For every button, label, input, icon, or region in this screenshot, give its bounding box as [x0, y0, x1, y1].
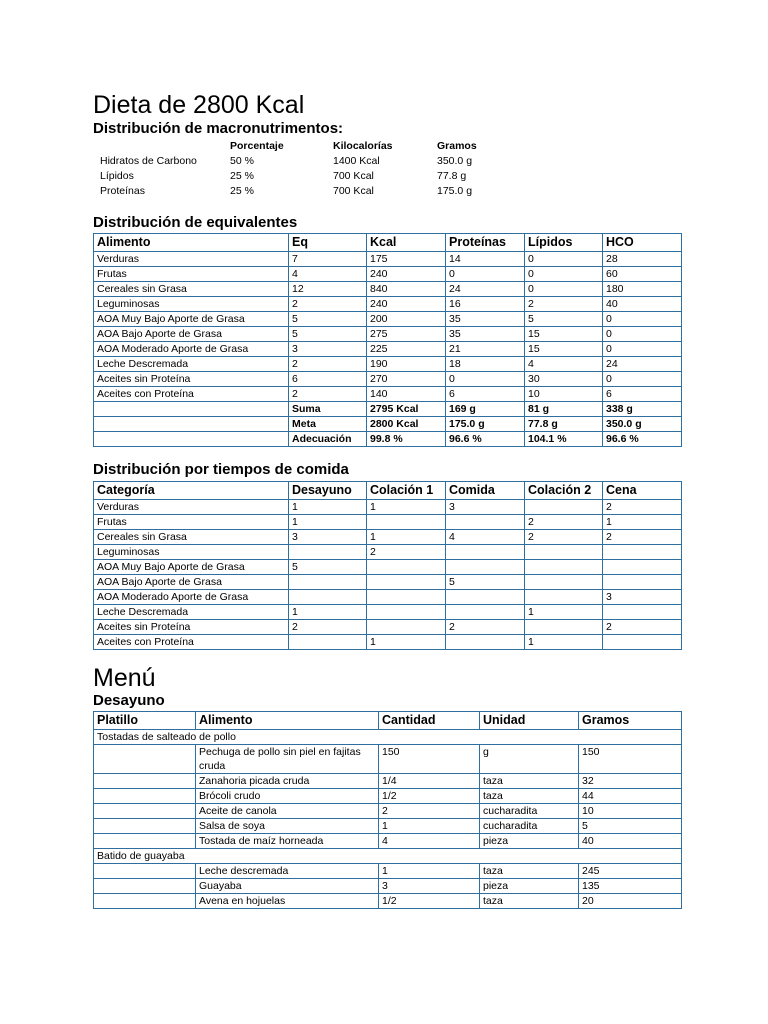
meals-heading: Distribución por tiempos de comida — [93, 461, 349, 478]
eq-cell-eq: 4 — [289, 267, 367, 282]
meal-category-cell: Aceites con Proteína — [94, 635, 289, 650]
quantity-cell: 1 — [379, 864, 480, 879]
eq-cell-hco: 0 — [603, 312, 682, 327]
eq-cell-kcal: 840 — [367, 282, 446, 297]
meal-count-cell: 4 — [446, 530, 525, 545]
meal-count-cell: 1 — [367, 500, 446, 515]
table-row — [94, 372, 682, 387]
summary-cell: 96.6 % — [446, 432, 525, 447]
grams-cell: 20 — [579, 894, 682, 909]
quantity-cell: 1/2 — [379, 894, 480, 909]
meal-count-cell — [603, 545, 682, 560]
summary-blank-cell — [94, 417, 289, 432]
meal-category-cell: Leche Descremada — [94, 605, 289, 620]
meal-count-cell — [603, 560, 682, 575]
table-row — [94, 515, 682, 530]
eq-cell-protein: 35 — [446, 327, 525, 342]
meal-category-cell: Cereales sin Grasa — [94, 530, 289, 545]
eq-cell-eq: 2 — [289, 357, 367, 372]
grams-cell: 32 — [579, 774, 682, 789]
eq-cell-lipids: 15 — [525, 327, 603, 342]
eq-cell-eq: 2 — [289, 387, 367, 402]
quantity-cell: 150 — [379, 745, 480, 774]
summary-cell: 104.1 % — [525, 432, 603, 447]
eq-cell-hco: 60 — [603, 267, 682, 282]
eq-cell-protein: 21 — [446, 342, 525, 357]
meal-count-cell: 2 — [603, 530, 682, 545]
menu-col-platillo: Platillo — [94, 712, 196, 730]
macros-col-pct: Porcentaje — [230, 140, 284, 152]
eq-cell-kcal: 175 — [367, 252, 446, 267]
meal-category-cell: Aceites sin Proteína — [94, 620, 289, 635]
meal-count-cell — [446, 560, 525, 575]
summary-row — [94, 432, 682, 447]
meal-count-cell: 2 — [367, 545, 446, 560]
macros-kcal: 700 Kcal — [333, 185, 374, 197]
unit-cell: g — [480, 745, 579, 774]
table-row — [94, 252, 682, 267]
equivalents-header-row — [94, 234, 682, 252]
eq-cell-kcal: 140 — [367, 387, 446, 402]
ingredient-row — [94, 774, 682, 789]
eq-col-alimento: Alimento — [94, 234, 289, 252]
unit-cell: cucharadita — [480, 819, 579, 834]
table-row — [94, 387, 682, 402]
eq-cell-food: Verduras — [94, 252, 289, 267]
summary-cell: Suma — [289, 402, 367, 417]
meal-count-cell: 1 — [525, 635, 603, 650]
eq-cell-kcal: 240 — [367, 267, 446, 282]
macros-name: Lípidos — [100, 170, 134, 182]
meal-count-cell: 2 — [603, 620, 682, 635]
meal-count-cell: 3 — [289, 530, 367, 545]
eq-cell-food: Frutas — [94, 267, 289, 282]
eq-cell-food: Aceites sin Proteína — [94, 372, 289, 387]
meal-count-cell: 1 — [525, 605, 603, 620]
meal-count-cell — [367, 575, 446, 590]
eq-cell-hco: 6 — [603, 387, 682, 402]
unit-cell: cucharadita — [480, 804, 579, 819]
meal-count-cell — [289, 575, 367, 590]
grams-cell: 44 — [579, 789, 682, 804]
meal-count-cell — [367, 590, 446, 605]
meal-count-cell — [603, 575, 682, 590]
eq-cell-kcal: 225 — [367, 342, 446, 357]
grams-cell: 10 — [579, 804, 682, 819]
eq-cell-food: Cereales sin Grasa — [94, 282, 289, 297]
table-row — [94, 560, 682, 575]
summary-cell: 99.8 % — [367, 432, 446, 447]
eq-cell-eq: 6 — [289, 372, 367, 387]
meal-count-cell: 5 — [289, 560, 367, 575]
macros-row — [93, 155, 533, 170]
eq-cell-protein: 0 — [446, 267, 525, 282]
macros-table — [93, 140, 533, 200]
eq-cell-hco: 24 — [603, 357, 682, 372]
summary-cell: 169 g — [446, 402, 525, 417]
meal-count-cell: 2 — [603, 500, 682, 515]
meal-count-cell — [525, 620, 603, 635]
meal-count-cell — [603, 635, 682, 650]
ingredient-cell: Leche descremada — [196, 864, 379, 879]
ingredient-blank-cell — [94, 774, 196, 789]
summary-cell: 96.6 % — [603, 432, 682, 447]
eq-cell-hco: 28 — [603, 252, 682, 267]
meal-count-cell: 3 — [446, 500, 525, 515]
eq-cell-hco: 0 — [603, 342, 682, 357]
unit-cell: taza — [480, 774, 579, 789]
summary-blank-cell — [94, 432, 289, 447]
eq-cell-hco: 180 — [603, 282, 682, 297]
table-row — [94, 575, 682, 590]
eq-cell-eq: 12 — [289, 282, 367, 297]
menu-col-unidad: Unidad — [480, 712, 579, 730]
eq-cell-kcal: 190 — [367, 357, 446, 372]
meal-count-cell: 1 — [289, 515, 367, 530]
meal-count-cell: 2 — [525, 515, 603, 530]
eq-cell-protein: 16 — [446, 297, 525, 312]
eq-cell-protein: 18 — [446, 357, 525, 372]
menu-col-gramos: Gramos — [579, 712, 682, 730]
summary-blank-cell — [94, 402, 289, 417]
macros-grams: 350.0 g — [437, 155, 473, 167]
meal-count-cell — [525, 545, 603, 560]
summary-cell: Meta — [289, 417, 367, 432]
meal-count-cell — [446, 635, 525, 650]
dish-name-cell: Batido de guayaba — [94, 849, 682, 864]
eq-cell-lipids: 15 — [525, 342, 603, 357]
meal-category-cell: Frutas — [94, 515, 289, 530]
eq-cell-hco: 40 — [603, 297, 682, 312]
table-row — [94, 267, 682, 282]
eq-cell-eq: 7 — [289, 252, 367, 267]
meal-count-cell: 1 — [289, 605, 367, 620]
eq-cell-lipids: 0 — [525, 282, 603, 297]
table-row — [94, 357, 682, 372]
ingredient-cell: Zanahoria picada cruda — [196, 774, 379, 789]
table-row — [94, 620, 682, 635]
ingredient-row — [94, 894, 682, 909]
eq-cell-eq: 3 — [289, 342, 367, 357]
meal-col-colacion1: Colación 1 — [367, 482, 446, 500]
menu-title: Menú — [93, 664, 156, 692]
summary-row — [94, 402, 682, 417]
meal-category-cell: AOA Bajo Aporte de Grasa — [94, 575, 289, 590]
meal-count-cell — [367, 560, 446, 575]
eq-cell-hco: 0 — [603, 327, 682, 342]
table-row — [94, 312, 682, 327]
summary-cell: 338 g — [603, 402, 682, 417]
macros-col-kcal: Kilocalorías — [333, 140, 393, 152]
meal-category-cell: AOA Muy Bajo Aporte de Grasa — [94, 560, 289, 575]
table-row — [94, 605, 682, 620]
ingredient-cell: Pechuga de pollo sin piel en fajitas cruda — [196, 745, 379, 774]
ingredient-row — [94, 819, 682, 834]
summary-cell: 77.8 g — [525, 417, 603, 432]
macros-name: Proteínas — [100, 185, 145, 197]
meal-category-cell: AOA Moderado Aporte de Grasa — [94, 590, 289, 605]
dish-name-cell: Tostadas de salteado de pollo — [94, 730, 682, 745]
ingredient-row — [94, 745, 682, 774]
ingredient-blank-cell — [94, 864, 196, 879]
macros-pct: 50 % — [230, 155, 254, 167]
meal-count-cell — [525, 575, 603, 590]
menu-header-row — [94, 712, 682, 730]
eq-cell-protein: 0 — [446, 372, 525, 387]
breakfast-heading: Desayuno — [93, 692, 165, 709]
macros-pct: 25 % — [230, 170, 254, 182]
meal-count-cell: 3 — [603, 590, 682, 605]
quantity-cell: 1/2 — [379, 789, 480, 804]
macros-row — [93, 185, 533, 200]
meal-count-cell — [525, 500, 603, 515]
eq-cell-food: AOA Moderado Aporte de Grasa — [94, 342, 289, 357]
eq-col-hco: HCO — [603, 234, 682, 252]
meal-count-cell: 1 — [289, 500, 367, 515]
eq-cell-protein: 35 — [446, 312, 525, 327]
macros-grams: 175.0 g — [437, 185, 473, 197]
quantity-cell: 1 — [379, 819, 480, 834]
unit-cell: taza — [480, 789, 579, 804]
meal-count-cell — [446, 605, 525, 620]
eq-cell-food: AOA Bajo Aporte de Grasa — [94, 327, 289, 342]
meal-col-colacion2: Colación 2 — [525, 482, 603, 500]
ingredient-row — [94, 879, 682, 894]
table-row — [94, 297, 682, 312]
ingredient-cell: Brócoli crudo — [196, 789, 379, 804]
eq-cell-food: Aceites con Proteína — [94, 387, 289, 402]
macros-kcal: 700 Kcal — [333, 170, 374, 182]
table-row — [94, 530, 682, 545]
meal-count-cell — [446, 590, 525, 605]
eq-cell-protein: 24 — [446, 282, 525, 297]
dish-row — [94, 730, 682, 745]
table-row — [94, 282, 682, 297]
quantity-cell: 4 — [379, 834, 480, 849]
meal-col-desayuno: Desayuno — [289, 482, 367, 500]
meal-count-cell: 5 — [446, 575, 525, 590]
meal-count-cell — [289, 590, 367, 605]
macros-grams: 77.8 g — [437, 170, 467, 182]
meal-count-cell — [367, 605, 446, 620]
meal-count-cell — [525, 590, 603, 605]
table-row — [94, 635, 682, 650]
eq-cell-lipids: 0 — [525, 252, 603, 267]
unit-cell: pieza — [480, 834, 579, 849]
dish-row — [94, 849, 682, 864]
eq-col-kcal: Kcal — [367, 234, 446, 252]
menu-col-alimento: Alimento — [196, 712, 379, 730]
macros-row — [93, 170, 533, 185]
ingredient-row — [94, 834, 682, 849]
eq-cell-kcal: 270 — [367, 372, 446, 387]
grams-cell: 5 — [579, 819, 682, 834]
table-row — [94, 590, 682, 605]
ingredient-cell: Salsa de soya — [196, 819, 379, 834]
meal-count-cell — [289, 545, 367, 560]
meal-count-cell — [289, 635, 367, 650]
meal-count-cell — [367, 515, 446, 530]
ingredient-row — [94, 864, 682, 879]
meal-count-cell: 2 — [525, 530, 603, 545]
eq-cell-eq: 5 — [289, 327, 367, 342]
eq-cell-food: Leguminosas — [94, 297, 289, 312]
summary-cell: Adecuación — [289, 432, 367, 447]
ingredient-blank-cell — [94, 879, 196, 894]
equivalents-table — [93, 233, 682, 447]
summary-cell: 2800 Kcal — [367, 417, 446, 432]
summary-row — [94, 417, 682, 432]
meal-count-cell — [446, 515, 525, 530]
eq-cell-kcal: 200 — [367, 312, 446, 327]
ingredient-blank-cell — [94, 745, 196, 774]
meal-count-cell — [525, 560, 603, 575]
ingredient-blank-cell — [94, 819, 196, 834]
meal-col-comida: Comida — [446, 482, 525, 500]
menu-table — [93, 711, 682, 909]
eq-cell-lipids: 0 — [525, 267, 603, 282]
grams-cell: 135 — [579, 879, 682, 894]
ingredient-blank-cell — [94, 804, 196, 819]
quantity-cell: 1/4 — [379, 774, 480, 789]
macros-heading: Distribución de macronutrimentos: — [93, 120, 344, 137]
grams-cell: 40 — [579, 834, 682, 849]
macros-header-row — [93, 140, 533, 155]
ingredient-row — [94, 789, 682, 804]
page-title: Dieta de 2800 Kcal — [93, 91, 305, 119]
ingredient-blank-cell — [94, 789, 196, 804]
eq-col-proteinas: Proteínas — [446, 234, 525, 252]
meal-col-cena: Cena — [603, 482, 682, 500]
macros-name: Hidratos de Carbono — [100, 155, 197, 167]
eq-cell-eq: 5 — [289, 312, 367, 327]
eq-cell-food: AOA Muy Bajo Aporte de Grasa — [94, 312, 289, 327]
meal-count-cell — [367, 620, 446, 635]
macros-kcal: 1400 Kcal — [333, 155, 380, 167]
table-row — [94, 500, 682, 515]
eq-cell-lipids: 2 — [525, 297, 603, 312]
eq-cell-eq: 2 — [289, 297, 367, 312]
meal-count-cell: 1 — [603, 515, 682, 530]
eq-cell-protein: 6 — [446, 387, 525, 402]
ingredient-row — [94, 804, 682, 819]
summary-cell: 2795 Kcal — [367, 402, 446, 417]
eq-cell-kcal: 240 — [367, 297, 446, 312]
meal-count-cell: 2 — [446, 620, 525, 635]
unit-cell: pieza — [480, 879, 579, 894]
unit-cell: taza — [480, 894, 579, 909]
table-row — [94, 342, 682, 357]
eq-cell-lipids: 30 — [525, 372, 603, 387]
menu-col-cantidad: Cantidad — [379, 712, 480, 730]
summary-cell: 81 g — [525, 402, 603, 417]
meals-header-row — [94, 482, 682, 500]
ingredient-cell: Guayaba — [196, 879, 379, 894]
meal-count-cell: 1 — [367, 530, 446, 545]
table-row — [94, 545, 682, 560]
eq-col-eq: Eq — [289, 234, 367, 252]
ingredient-cell: Tostada de maíz horneada — [196, 834, 379, 849]
quantity-cell: 3 — [379, 879, 480, 894]
macros-col-grams: Gramos — [437, 140, 477, 152]
quantity-cell: 2 — [379, 804, 480, 819]
unit-cell: taza — [480, 864, 579, 879]
ingredient-blank-cell — [94, 834, 196, 849]
ingredient-cell: Aceite de canola — [196, 804, 379, 819]
meal-count-cell: 2 — [289, 620, 367, 635]
table-row — [94, 327, 682, 342]
eq-cell-lipids: 4 — [525, 357, 603, 372]
ingredient-cell: Avena en hojuelas — [196, 894, 379, 909]
eq-cell-hco: 0 — [603, 372, 682, 387]
meal-category-cell: Verduras — [94, 500, 289, 515]
eq-cell-protein: 14 — [446, 252, 525, 267]
summary-cell: 175.0 g — [446, 417, 525, 432]
macros-pct: 25 % — [230, 185, 254, 197]
eq-cell-kcal: 275 — [367, 327, 446, 342]
eq-cell-lipids: 5 — [525, 312, 603, 327]
meal-count-cell: 1 — [367, 635, 446, 650]
equivalents-heading: Distribución de equivalentes — [93, 214, 298, 231]
meal-count-cell — [446, 545, 525, 560]
grams-cell: 245 — [579, 864, 682, 879]
meal-category-cell: Leguminosas — [94, 545, 289, 560]
summary-cell: 350.0 g — [603, 417, 682, 432]
meal-col-categoria: Categoría — [94, 482, 289, 500]
eq-col-lipidos: Lípidos — [525, 234, 603, 252]
eq-cell-lipids: 10 — [525, 387, 603, 402]
ingredient-blank-cell — [94, 894, 196, 909]
meal-count-cell — [603, 605, 682, 620]
meals-table — [93, 481, 682, 650]
grams-cell: 150 — [579, 745, 682, 774]
eq-cell-food: Leche Descremada — [94, 357, 289, 372]
